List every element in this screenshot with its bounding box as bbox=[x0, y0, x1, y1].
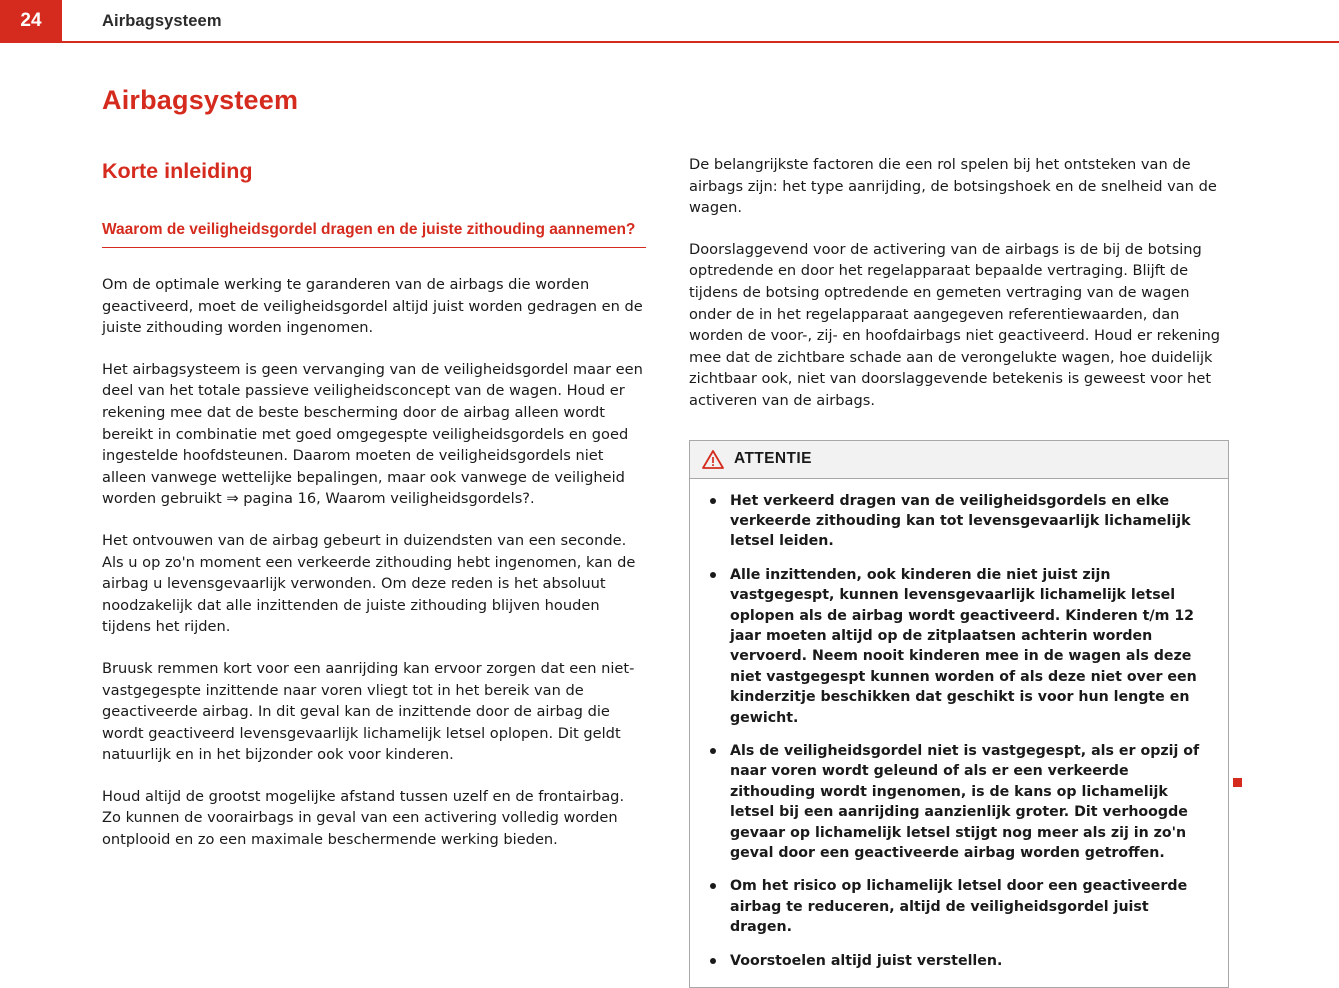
subsection-heading: Waarom de veiligheidsgordel dragen en de juiste zithouding aannemen? bbox=[102, 219, 646, 248]
page-number: 24 bbox=[0, 0, 62, 42]
page-corner-marker bbox=[1233, 778, 1242, 787]
header-chapter-title: Airbagsysteem bbox=[102, 12, 222, 30]
list-item: Voorstoelen altijd juist verstellen. bbox=[704, 951, 1214, 971]
page-header bbox=[0, 0, 1339, 42]
list-item: Het verkeerd dragen van de veiligheidsgordels en elke verkeerde zithouding kan tot levensgevaarlijk lichamelijk letsel leiden. bbox=[704, 491, 1214, 552]
body-paragraph: Houd altijd de grootst mogelijke afstand tussen uzelf en de frontairbag. Zo kunnen de voorairbags in geval van een activering volledig worden ontplooid en zo een maximale beschermende werking bieden. bbox=[102, 787, 625, 849]
attention-body bbox=[690, 479, 1228, 988]
list-item: Om het risico op lichamelijk letsel door een geactiveerde airbag te reduceren, altijd de veiligheidsgordel juist dragen. bbox=[704, 876, 1214, 937]
body-paragraph: De belangrijkste factoren die een rol spelen bij het ontsteken van de airbags zijn: het type aanrijding, de botsingshoek en de snelheid van de wagen. bbox=[689, 156, 1217, 217]
attention-label: ATTENTIE bbox=[734, 450, 812, 468]
page-title: Airbagsysteem bbox=[102, 85, 299, 115]
page-content bbox=[0, 42, 1339, 969]
body-paragraph: Het ontvouwen van de airbag gebeurt in duizendsten van een seconde. Als u op zo'n moment een verkeerde zithouding hebt ingenomen, kan de airbag u levensgevaarlijk verwonden. Om deze reden is het absoluut noodzakelijk dat alle inzittenden de juiste zithouding blijven houden tijdens het rijden. bbox=[102, 531, 636, 636]
warning-triangle-icon bbox=[702, 450, 724, 469]
left-column bbox=[102, 84, 647, 851]
body-paragraph: Het airbagsysteem is geen vervanging van de veiligheidsgordel maar een deel van het totale passieve veiligheidsconcept van de wagen. Houd er rekening mee dat de beste bescherming door de airbag alleen wordt bereikt in combinatie met goed omgegespte veiligheidsgordels en goed ingestelde hoofdsteunen. Daarom moeten de veiligheidsgordels niet alleen vanwege wettelijke bepalingen, maar ook vanwege de veiligheid worden gebruikt ⇒ pagina 16, Waarom veiligheidsgordels?. bbox=[102, 360, 643, 508]
right-column bbox=[689, 154, 1231, 988]
attention-header bbox=[690, 441, 1228, 479]
attention-callout bbox=[689, 440, 1229, 988]
section-subtitle: Korte inleiding bbox=[102, 159, 253, 183]
body-paragraph: Bruusk remmen kort voor een aanrijding kan ervoor zorgen dat een niet-vastgegespte inzittende naar voren vliegt tot in het bereik van de geactiveerde airbag. In dit geval kan de inzittende door de airbag die wordt geactiveerd levensgevaarlijk lichamelijk letsel oplopen. Dit geldt natuurlijk en in het bijzonder ook voor kinderen. bbox=[102, 659, 635, 764]
body-paragraph: Doorslaggevend voor de activering van de airbags is de bij de botsing optredende en door het regelapparaat bepaalde vertraging. Blijft de tijdens de botsing optredende en gemeten vertraging van de wagen onder de in het regelapparaat aangegeven referentiewaarden, dan worden de voor-, zij- en hoofdairbags niet geactiveerd. Houd er rekening mee dat de zichtbare schade aan de verongelukte wagen, hoe duidelijk zichtbaar ook, niet van doorslaggevende betekenis is geweest voor het activeren van de airbags. bbox=[689, 240, 1221, 409]
body-paragraph: Om de optimale werking te garanderen van de airbags die worden geactiveerd, moet de veiligheidsgordel altijd juist worden gedragen en de juiste zithouding worden ingenomen. bbox=[102, 276, 643, 337]
list-item: Als de veiligheidsgordel niet is vastgegespt, als er opzij of naar voren wordt geleund of als er een verkeerde zithouding wordt ingenomen, is de kans op lichamelijk letsel bij een aanrijding aanzienlijk groter. Dit verhoogde gevaar op lichamelijk letsel stijgt nog meer als zij in zo'n geval door een geactiveerde airbag worden getroffen. bbox=[704, 741, 1214, 863]
list-item: Alle inzittenden, ook kinderen die niet juist zijn vastgegespt, kunnen levensgevaarlijk lichamelijk letsel oplopen als de airbag wordt geactiveerd. Kinderen t/m 12 jaar moeten altijd op de zitplaatsen achterin worden vervoerd. Neem nooit kinderen mee in de wagen als deze niet vastgegespt kunnen worden of als deze niet over een kinderzitje beschikken dat geschikt is voor hun lengte en gewicht. bbox=[704, 565, 1214, 728]
